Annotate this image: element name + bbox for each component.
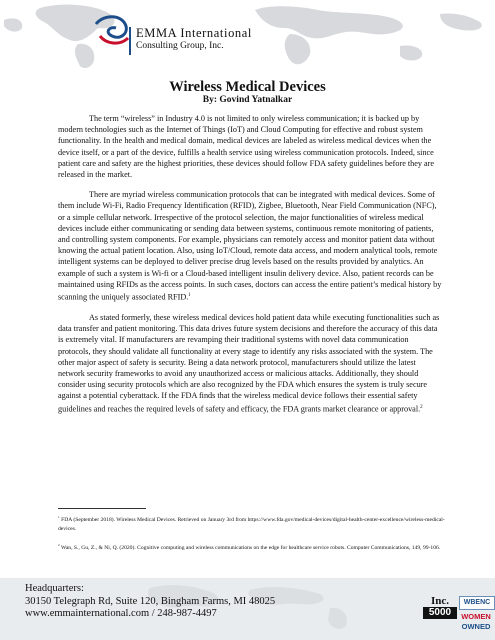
women-owned-line1: WOMEN xyxy=(461,612,491,621)
footer-label: Headquarters: xyxy=(25,583,84,594)
inc-badge-number: 5000 xyxy=(423,607,457,619)
article-body xyxy=(58,113,443,424)
article-paragraph: There are myriad wireless communication protocols that can be integrated with medical devices. Some of them include Wi-Fi, Radio Frequency Identification (RFID), Zigbee, Bluetooth, Near Field Communication (NFC), or a simple cellular network. Irrespective of the protocol selection, the major functionalities of wireless medical devices include either communicating or sending data between systems, continuous remote monitoring of patients, and controlling system components. For example, physicians can remotely access and monitor patient data without knowing the actual patient location. Also, using IoT/Cloud, remote data access, and modern analytical tools, remote intelligent systems can be deployed to deliver precise drug levels based on the results provided by analytics. An example of such a system is Wi-fi or a Cloud-based intelligent insulin delivery device. Also, patient records can be maintained using RFIDs as the access points. In such cases, doctors can access the entire patient’s medical history by scanning the uniquely associated RFID.$^1$ xyxy=(58,190,442,302)
inc-5000-badge xyxy=(423,596,457,622)
women-owned-badge xyxy=(459,612,493,634)
footnotes xyxy=(58,513,450,560)
footnote: $^2$ Wan, S., Gu, Z., & Ni, Q. (2020). Cognitive computing and wireless communications on the edge for healthcare service robots. Computer Communications, 149, 99-106. xyxy=(58,542,441,551)
footnote-divider xyxy=(58,508,146,509)
article-paragraph: As stated formerly, these wireless medical devices hold patient data while executing functionalities such as data transfer and patient monitoring. This data drives future system decisions and therefore the accuracy of this data is extremely vital. If manufacturers are revamping their traditional systems with novel data communication protocols, they should validate all functionality at every stage to identify any risks associated with the system. The other major aspect of safety is security. Being a data network protocol, manufacturers should utilize the latest network security frameworks to avoid any unauthorized access or malicious attacks. Additionally, they should consider using security protocols which are also recognized by the FDA which ensures the system is truly secure against a potential cyberattack. If the FDA finds that the wireless medical device follows their essential safety guidelines and reaches the required levels of safety and efficacy, the FDA grants market clearance or approval.$^2$ xyxy=(58,312,440,414)
wbenc-badge: WBENC xyxy=(459,596,495,610)
article-byline: By: Govind Yatnalkar xyxy=(202,95,293,105)
article-paragraph: The term “wireless” in Industry 4.0 is not limited to only wireless communication; it is backed up by modern technologies such as the Internet of Things (IoT) and Cloud Computing for effective and robust system functionality. In the health and medical domain, medical devices are labeled as wireless medical devices when the device itself, or a part of the device, fulfills a health service using wireless communication protocols. Indeed, since patient care and safety are the highest priorities, these devices should follow FDA safety guidelines before they are released in the market. xyxy=(58,114,435,180)
women-owned-line2: OWNED xyxy=(461,622,491,631)
footnote-ref: 2 xyxy=(420,404,423,410)
article-title: Wireless Medical Devices xyxy=(169,79,326,95)
logo-company-subtitle: Consulting Group, Inc. xyxy=(136,41,224,51)
inc-badge-title: Inc. xyxy=(430,595,450,607)
logo-company-name: EMMA International xyxy=(136,26,252,40)
footer-address-block xyxy=(25,583,275,621)
footer-contact: www.emmainternational.com / 248-987-4497 xyxy=(25,608,217,619)
footer-address: 30150 Telegraph Rd, Suite 120, Bingham Farms, MI 48025 xyxy=(25,595,276,607)
footnote-ref: 1 xyxy=(188,293,191,299)
company-logo xyxy=(129,27,268,55)
footnote: $^1$ FDA (September 2018). Wireless Medical Devices. Retrieved on January 3rd from https://www.fda.gov/medical-devices/digital-health-center-excellence/wireless-medical-devices. xyxy=(58,515,445,532)
